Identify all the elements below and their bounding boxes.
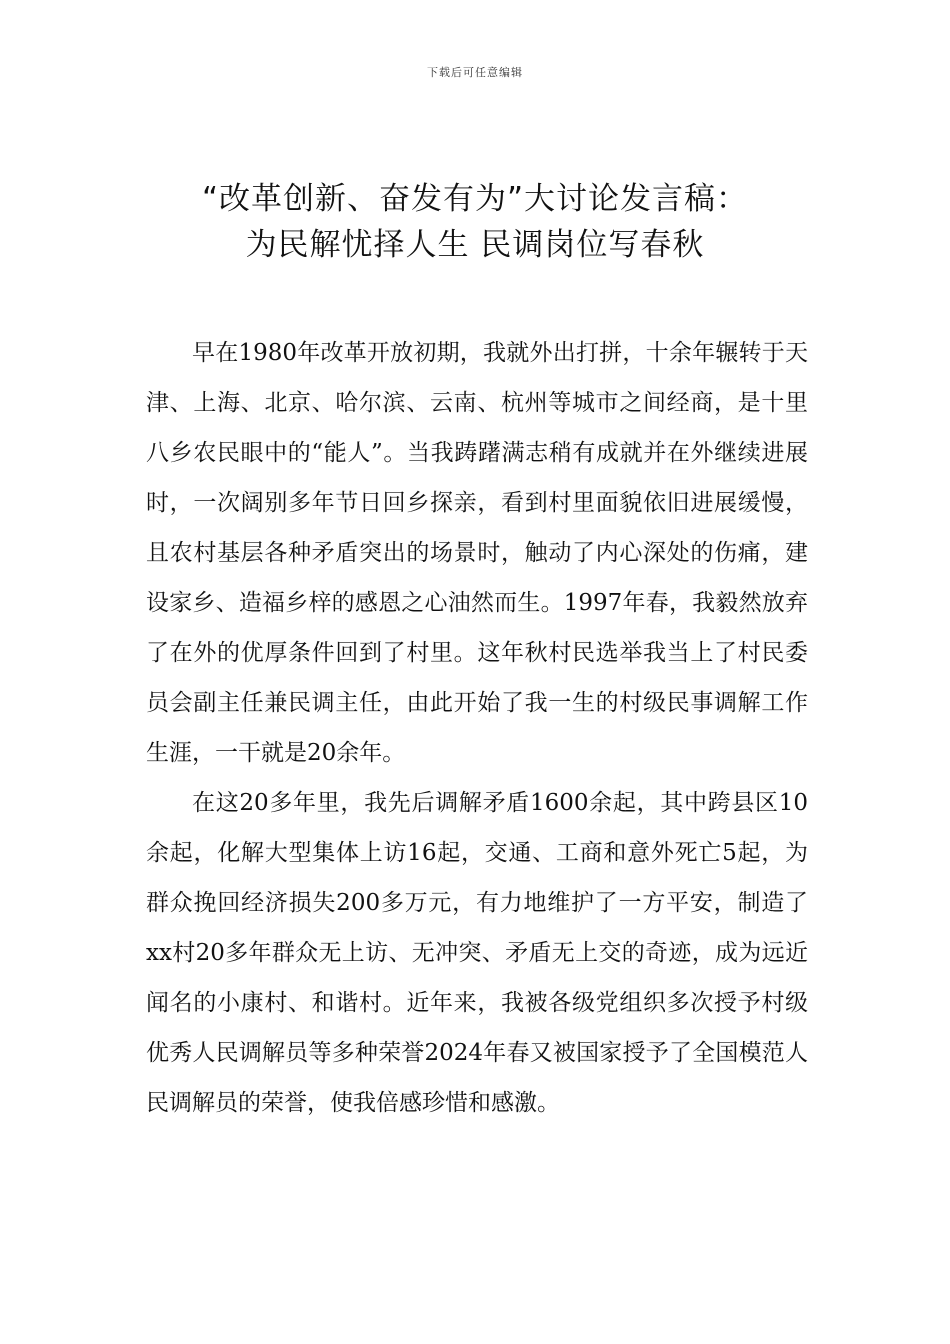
paragraph-2: 在这20多年里，我先后调解矛盾1600余起，其中跨县区10余起，化解大型集体上访16起，交通、工商和意外死亡5起，为群众挽回经济损失200多万元，有力地维护了一方平安，制造了xx村20多年群众无上访、无冲突、矛盾无上交的奇迹，成为远近闻名的小康村、和谐村。近年来，我被各级党组织多次授予村级优秀人民调解员等多种荣誉2024年春又被国家授予了全国模范人民调解员的荣誉，使我倍感珍惜和感激。 [146, 790, 808, 1116]
title-line-2: 为民解忧择人生 民调岗位写春秋 [245, 227, 705, 263]
paragraph-1: 早在1980年改革开放初期，我就外出打拼，十余年辗转于天津、上海、北京、哈尔滨、云南、杭州等城市之间经商，是十里八乡农民眼中的“能人”。当我踌躇满志稍有成就并在外继续进展时，一次阔别多年节日回乡探亲，看到村里面貌依旧进展缓慢，且农村基层各种矛盾突出的场景时，触动了内心深处的伤痛，建设家乡、造福乡梓的感恩之心油然而生。1997年春，我毅然放弃了在外的优厚条件回到了村里。这年秋村民选举我当上了村民委员会副主任兼民调主任，由此开始了我一生的村级民事调解工作生涯，一干就是20余年。 [146, 340, 808, 766]
title-block [0, 176, 950, 268]
header-note: 下载后可任意编辑 [427, 66, 523, 79]
body-text [146, 328, 808, 1128]
title-line-1: “改革创新、奋发有为”大讨论发言稿： [201, 181, 749, 217]
